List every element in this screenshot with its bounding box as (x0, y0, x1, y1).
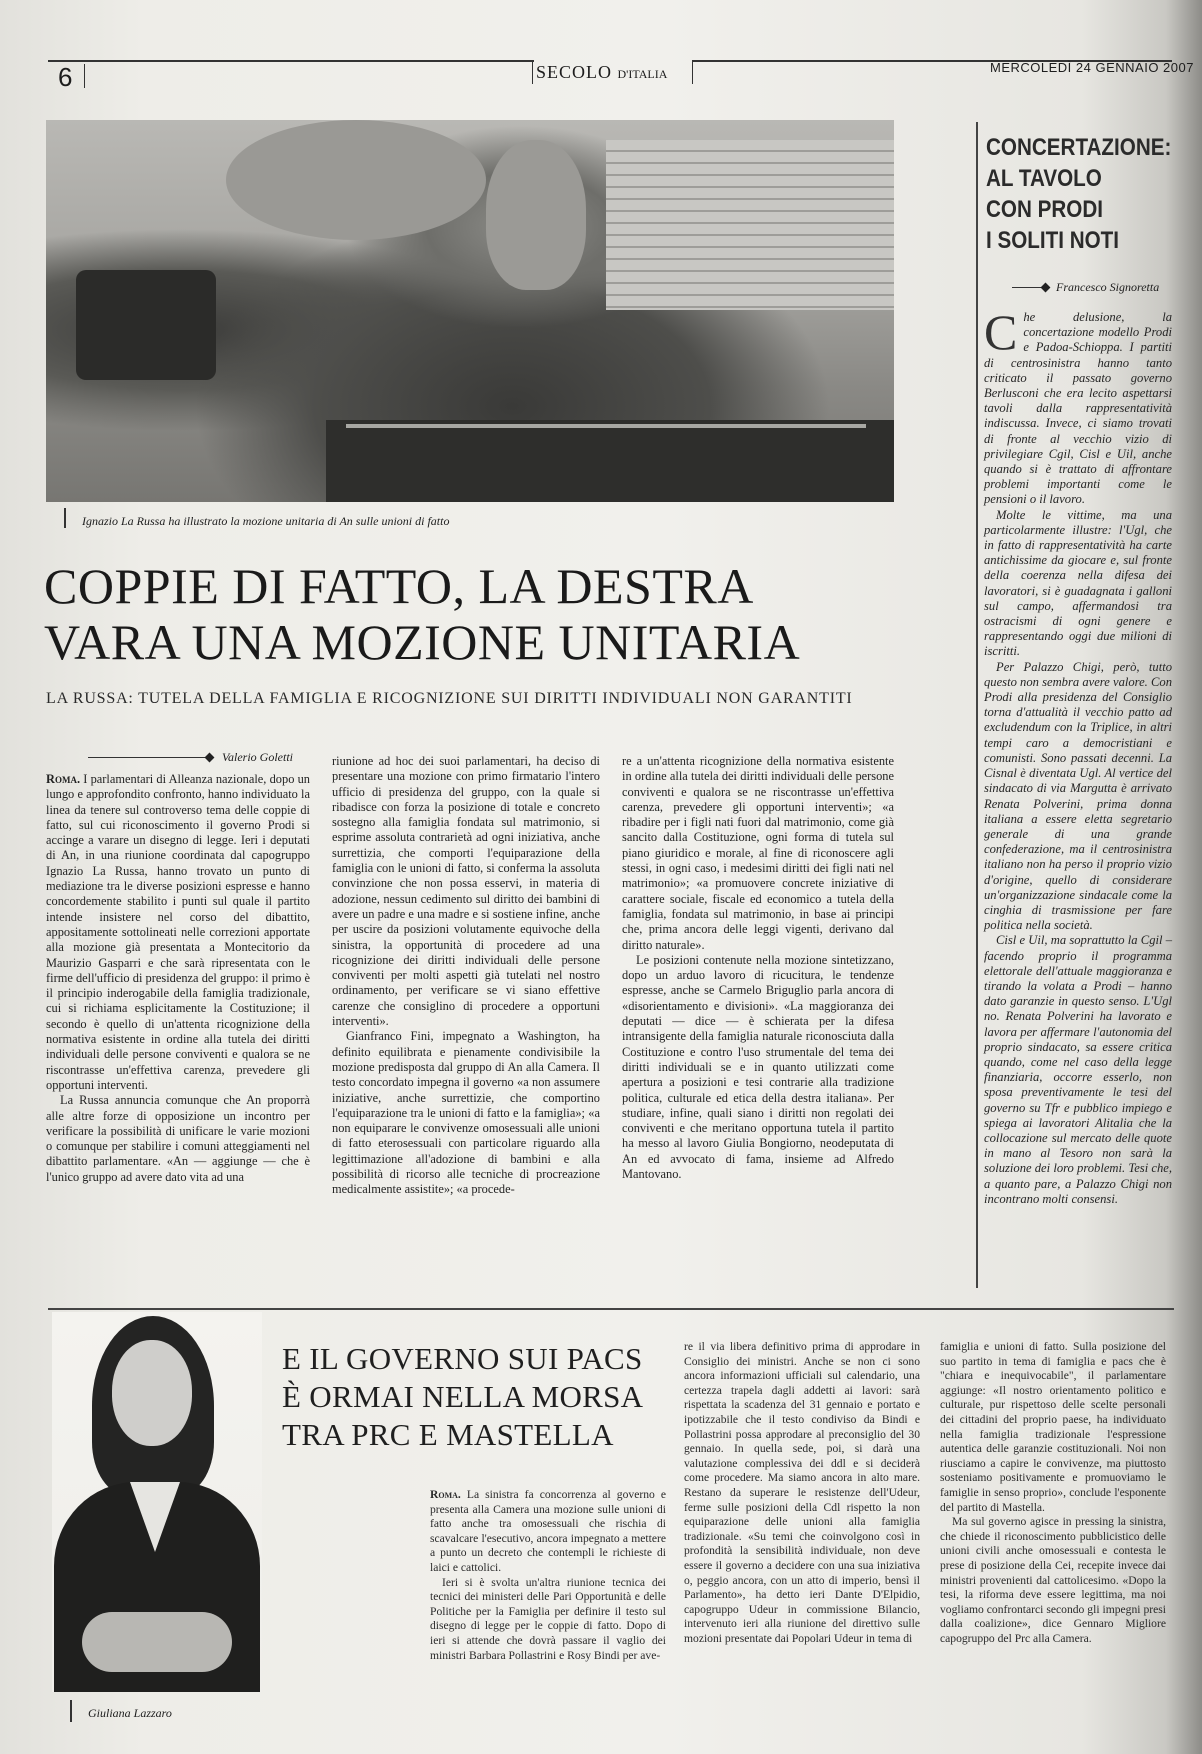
main-byline: Valerio Goletti (222, 750, 293, 764)
masthead-divider-right (692, 62, 693, 84)
photo-building (606, 140, 894, 310)
sidebar-paragraph: Per Palazzo Chigi, però, tutto questo non sembra avere valore. Con Prodi alla presidenza del Consiglio torna d'attualità il vecchio patto ad excludendum con la Triplice, in altri tempi caro a democristiani e comunisti. Sono passati decenni. La Cisnal è diventata Ugl. Al vertice del sindacato di via Margutta è arrivato Renata Polverini, prima donna italiana a essere eletta segretario generale di una grande confederazione, ma il centrosinistra italiano non ha perso il proprio vizio d'origine, quello di considerare un'organizzazione sindacale come la cinghia di trasmissione per fare politica nella società. (984, 659, 1172, 933)
drop-cap: C (984, 304, 1018, 360)
masthead-divider-left (532, 62, 533, 84)
sidebar-byline: Francesco Signoretta (1056, 280, 1160, 294)
photo-camera-operator (76, 270, 216, 380)
bottom-paragraph: Ieri si è svolta un'altra riunione tecnica dei tecnici dei ministeri delle Pari Opportunità e delle Politiche per la Famiglia per definire il testo sul disegno di legge per le coppie di fatto. Dopo di ieri si attende che dovrà passare il vaglio dei ministri Barbara Pollastrini e Rosy Bindi per ave- (430, 1575, 666, 1662)
main-paragraph: Le posizioni contenute nella mozione sintetizzano, dopo un arduo lavoro di ricucitura, le tendenze espresse, anche se Carmelo Briguglio parla ancora di «disorientamento e divisioni». «La maggioranza dei deputati — dice — è schierata per la difesa intransigente della famiglia naturale riconosciuta dalla Costituzione e contro l'uso strumentale del tema dei diritti individuali se e in quanto utilizzati come apertura a posizioni e tesi contrarie alla tradizione politica, culturale ed etica della destra italiana». Per studiare, infine, quali siano i diritti non regolati dei conviventi e che meritano opportuna tutela il partito ha messo al lavoro Giulia Bongiorno, neodeputata di An ed avvocato di fama, insieme ad Alfredo Mantovano. (622, 952, 894, 1182)
bottom-article-column-2 (684, 1340, 920, 1646)
bottom-caption-marker (70, 1700, 72, 1722)
bottom-article-column-3 (940, 1340, 1166, 1646)
bottom-article-column-1 (430, 1488, 666, 1663)
sidebar-headline-line4: I SOLITI NOTI (986, 227, 1120, 254)
sidebar-headline-line2: AL TAVOLO (986, 165, 1102, 192)
sidebar-byline-rule (1012, 287, 1044, 288)
bottom-headline-line2: È ORMAI NELLA MORSA (282, 1379, 644, 1414)
main-paragraph: re a un'attenta ricognizione della normativa esistente in ordine alla tutela dei diritti individuali delle persone conviventi e qualora se ne riscontrasse un'effettiva carenza, prevedere gli opportuni interventi»; «a ribadire per i figli nati fuori dal matrimonio, come già sancito dalla Costituzione, ogni forma di tutela sul piano giuridico e morale, al fine di riconoscere agli stessi, in ogni caso, i medesimi diritti dei figli nati nel matrimonio»; «a promuovere concrete iniziative di carattere sociale, fiscale ed economico a tutela della famiglia, fondata sul matrimonio, in base ai principi che, prima ancora delle leggi vigenti, derivano dal diritto naturale». (622, 754, 894, 952)
main-paragraph: La Russa annuncia comunque che An proporrà alle altre forze di opposizione un incontro per verificare la possibilità di unificare le varie mozioni o comunque per stabilire i comuni atteggiamenti nel dibattito parlamentare. «An — aggiunge — che è l'unico gruppo ad avere dato vita ad una (46, 1093, 310, 1184)
bottom-paragraph: Ma sul governo agisce in pressing la sinistra, che chiede il riconoscimento pubblicistico delle unioni civili anche omosessuali e contesta le prese di posizione della Cei, recepite invece dai ministri provenienti dal cattolicesimo. «Dopo la tesi, la riforma deve essere legittima, ma noi vogliamo confrontarci secondo gli impegni presi dalla coalizione», dice Gennaro Migliore capogruppo del Prc alla Camera. (940, 1515, 1166, 1645)
bottom-headline-line3: TRA PRC E MASTELLA (282, 1417, 614, 1452)
bottom-headline-line1: E IL GOVERNO SUI PACS (282, 1341, 643, 1376)
sidebar-rule (976, 122, 978, 1288)
main-headline-line1: COPPIE DI FATTO, LA DESTRA (44, 558, 754, 614)
sidebar-headline-line3: CON PRODI (986, 196, 1103, 223)
sidebar-paragraph: Cisl e Uil, ma soprattutto la Cgil – facendo proprio il programma elettorale dell'attuale maggioranza e tirando la volata a Prodi – hanno dato garanzie in questo senso. L'Ugl no. Renata Polverini ha lavorato e lavora per affermare l'autonomia del proprio sindacato, sa essere critica quando, come nel caso della legge finanziaria, occorre esserlo, non sposa preventivamente le tesi del governo su Tfr e pubblico impiego e spiega ai lavoratori Alitalia che la collocazione sul mercato delle quote in mano al Tesoro non sarà la soluzione dei loro problemi. Tesi che, a quanto pare, a Palazzo Chigi non incontrano molti consensi. (984, 933, 1172, 1206)
main-paragraph: riunione ad hoc dei suoi parlamentari, ha deciso di presentare una mozione con primo firmatario l'intero ufficio di presidenza del gruppo, con la quale si ribadisce con forza la posizione di totale e concreto sostegno alla famiglia fondata sul matrimonio, si esprime assoluta contrarietà ad ogni iniziativa, anche surrettizia, che comporti l'equiparazione della famiglia con le unioni di fatto, si conferma la assoluta convinzione che non possa esservi, in materia di adozione, nessun cedimento sul diritto dei bambini di avere un padre e una madre e si sostiene infine, anche per uscire da posizioni volutamente equivoche della sinistra, la opportunità di procedere ad una ricognizione dei diritti individuali delle persone conviventi per molti aspetti già tutelati nel nostro ordinamento, per verificare se vi siano effettive carenze che consiglino di procedere a opportuni interventi». (332, 754, 600, 1029)
top-photo-caption: Ignazio La Russa ha illustrato la mozione unitaria di An sulle unioni di fatto (82, 514, 450, 528)
main-headline-line2: VARA UNA MOZIONE UNITARIA (44, 614, 801, 670)
top-photo (46, 120, 894, 502)
masthead-title: SECOLO (536, 62, 613, 82)
main-article-column-2 (332, 754, 600, 1198)
issue-date: MERCOLEDÌ 24 GENNAIO 2007 (990, 60, 1194, 75)
main-paragraph: Gianfranco Fini, impegnato a Washington, ha definito equilibrata e pienamente condivisibile la mozione predisposta dal gruppo di An alla Camera. Il testo concordato impegna il governo «a non assumere iniziative, anche surrettizie, che comportino l'equiparazione tra le unioni di fatto e la famiglia»; «a non equiparare le convivenze omosessuali alle unioni di fatto eterosessuali con particolare riguardo alla legittimazione all'adozione di bambini e alla possibilità di ricorso alle tecniche di procreazione medicalmente assistite»; «a procede- (332, 1029, 600, 1197)
masthead (536, 62, 667, 83)
bottom-paragraph: famiglia e unioni di fatto. Sulla posizione del suo partito in tema di famiglia e pacs che è "chiara e inequivocabile", il parlamentare aggiunge: «Il nostro orientamento politico e culturale, pur rispettoso delle scelte personali dei cittadini del proprio paese, ha individuato nella famiglia tradizionale l'espressione autentica delle garanzie costituzionali. Noi non riusciamo a capire le convivenze, ma piuttosto sosteniamo positivamente e promuoviamo le famiglie in senso proprio», conclude l'esponente del partito di Mastella. (940, 1340, 1166, 1514)
bottom-dateline: Roma. (430, 1488, 461, 1501)
main-headline (44, 558, 800, 670)
sidebar-text (984, 304, 1172, 1207)
page-number: 6 (58, 62, 73, 92)
sidebar-headline (986, 132, 1171, 256)
photo-car-door-edge (346, 424, 866, 428)
caption-marker (64, 508, 66, 528)
dateline: Roma. (46, 772, 81, 786)
photo-subject (486, 140, 586, 290)
bottom-photo-caption: Giuliana Lazzaro (88, 1706, 172, 1720)
masthead-suffix: D'ITALIA (617, 67, 668, 81)
byline-diamond (205, 753, 215, 763)
bottom-paragraph: La sinistra fa concorrenza al governo e presenta alla Camera una mozione sulle unioni di fatto anche tra omosessuali che rischia di scavalcare l'esecutivo, ancora impegnato a mettere a punto un decreto che contempli le richieste di laici e cattolici. (430, 1488, 666, 1574)
sidebar-paragraph: Molte le vittime, ma una particolarmente illustre: l'Ugl, che in fatto di rappresentatività ha carte antichissime da giocare e, sul fronte della coerenza nella difesa dei lavoratori, si è guadagnata i galloni sul campo, affermandosi tra ostracismi di ogni genere e rappresentando oggi due milioni di iscritti. (984, 507, 1172, 659)
sidebar-byline-diamond (1041, 283, 1051, 293)
photo-hands (82, 1612, 232, 1672)
bottom-headline (282, 1340, 643, 1454)
photo-trees (226, 120, 486, 240)
header-rule-left (48, 60, 534, 62)
main-article-column-1 (46, 772, 310, 1185)
photo-face (112, 1340, 192, 1446)
sidebar-paragraph: he delusione, la concertazione modello Prodi e Padoa-Schioppa. I partiti di centrosinistra hanno tanto criticato il passato governo Berlusconi che era lecito aspettarsi tavoli dalla rappresentatività indiscussa. Invece, ci siamo trovati di fronte al vecchio vizio di privilegiare Cgil, Cisl e Uil, anche quando si è trattato di affrontare problemi importanti come le pensioni o il lavoro. (984, 310, 1172, 507)
main-paragraph: I parlamentari di Alleanza nazionale, dopo un lungo e approfondito confronto, hanno individuato la linea da tenere sul controverso tema delle coppie di fatto, sul cui riconoscimento il governo Prodi si accinge a varare un disegno di legge. Ieri i deputati di An, in una riunione coordinata dal capogruppo Ignazio La Russa, hanno trovato un punto di mediazione tra le diverse posizioni espresse e hanno concordemente stabilito i punti sul quale il partito intende insistere nel corso del dibattito, appositamente sottolineati nelle correzioni apportate alla mozione già presentata a Montecitorio da Maurizio Gasparri e che sarà ripresentata con le firme dell'ufficio di presidenza del gruppo: il primo è il principio inderogabile della famiglia tradizionale, cui si richiama esplicitamente la Costituzione; il secondo è quello di un'attenta ricognizione della normativa esistente in ordine alla tutela dei diritti individuali delle persone conviventi e qualora se ne riscontrasse un'effettiva carenza, prevedere gli opportuni interventi. (46, 772, 310, 1092)
photo-car-door (326, 420, 894, 502)
main-article-column-3 (622, 754, 894, 1182)
page-number-divider (84, 64, 85, 88)
section-divider (48, 1308, 1174, 1310)
bottom-photo (52, 1312, 262, 1692)
bottom-paragraph: re il via libera definitivo prima di approdare in Consiglio dei ministri. Anche se non ci sono ancora informazioni ufficiali sul calendario, una certezza trapela dagli addetti ai lavori: sarà rispettata la scadenza del 31 gennaio e portato e ipotizzabile che il testo condiviso da Bindi e Pollastrini possa approdare al preconsiglio del 30 gennaio. In quella sede, poi, si darà una valutazione complessiva dei ddl e si deciderà come procedere. Ma siamo ancora in alto mare. Restano da superare le resistenze dell'Udeur, ferme sulle posizioni della Cdl rispetto la non equiparazione delle unioni alla famiglia tradizionale. «Su temi che coinvolgono così in profondità la sensibilità individuale, non deve essere il governo a decidere con una sua iniziativa o, peggio ancora, con un atto di imperio, bensì il Parlamento», ha detto ieri Dante D'Elpidio, capogruppo Udeur in commissione Bilancio, intervenuto ieri alla riunione del direttivo sulle mozioni presentate dai Popolari Udeur in tema di (684, 1340, 920, 1645)
main-subheadline: LA RUSSA: TUTELA DELLA FAMIGLIA E RICOGNIZIONE SUI DIRITTI INDIVIDUALI NON GARANTITI (46, 690, 853, 707)
sidebar-headline-line1: CONCERTAZIONE: (986, 134, 1172, 161)
byline-rule (88, 757, 208, 758)
